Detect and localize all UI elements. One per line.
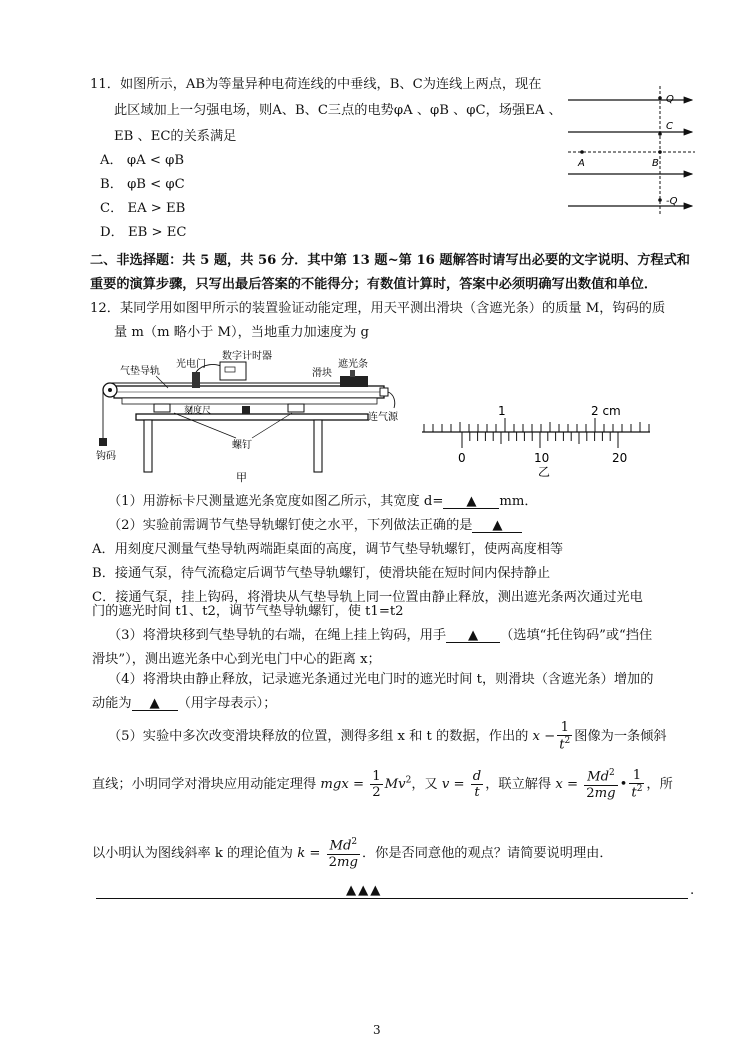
q11-option-d: D． EB > EC: [100, 225, 187, 240]
q11-line1: 11．如图所示，AB为等量异种电荷连线的中垂线，B、C为连线上两点，现在: [90, 77, 542, 92]
point-b: [658, 150, 662, 154]
section2-line1: 二、非选择题：共 5 题，共 56 分．其中第 13 题~第 16 题解答时请写出必要的文字说明、方程式和: [90, 253, 690, 268]
q12-part5-text-c: ，联立解得: [485, 776, 552, 792]
label-a: A: [578, 158, 585, 169]
q12-part4-hint: （用字母表示）；: [177, 696, 277, 711]
shading-strip: [350, 370, 355, 377]
point-c: [658, 132, 662, 136]
label-air: 连气源: [368, 412, 398, 423]
slider: [340, 376, 368, 387]
label-ruler: 刻度尺: [184, 406, 212, 416]
point-a: [580, 150, 584, 154]
q12-part5-text-e: 以小明认为图线斜率 k 的理论值为: [92, 845, 293, 861]
label-screw: 螺钉: [232, 440, 252, 451]
hook-weight: [99, 438, 107, 446]
q12-part3-line2: 滑块”），测出遮光条中心到光电门中心的距离 x；: [92, 652, 381, 667]
answer-blank-hold[interactable]: ▲: [446, 629, 500, 643]
formula-energy-theorem: mgx = $\frac{1}{2}$ Mv$^2$: [320, 768, 412, 800]
q12-part2-text: （2）实验前需调节气垫导轨螺钉使之水平，下列做法正确的是: [108, 518, 473, 533]
ruler: [122, 398, 377, 404]
vernier-label-20: 20: [612, 451, 628, 465]
label-hook: 钩码: [96, 451, 116, 462]
q12-part1-text: （1）用游标卡尺测量遮光条宽度如图乙所示，其宽度 d=: [108, 494, 444, 509]
q12-part4-text: 动能为: [92, 696, 132, 711]
label-neg-q: -Q: [666, 196, 678, 207]
figure-jia-apparatus: [92, 350, 404, 488]
q12-part5-line3: [92, 838, 613, 869]
formula-slope: k = $\frac{Md^2}{2mg}$: [297, 837, 358, 870]
q12-part5-text: （5）实验中多次改变滑块释放的位置，测得多组 x 和 t 的数据，作出的: [108, 728, 529, 744]
q12-part4-line2: [92, 697, 276, 711]
answer-blank-choice[interactable]: ▲: [472, 519, 522, 533]
q12-part5-text-f: ．你是否同意他的观点？请简要说明理由．: [361, 845, 613, 861]
digital-timer: [220, 362, 246, 380]
point-q: [658, 96, 662, 100]
label-gate: 光电门: [176, 359, 206, 370]
figure-yi-vernier: [418, 402, 654, 478]
q12-part5-text-b: ，又: [411, 776, 438, 792]
q12-option-b: B．接通气泵，待气流稳定后调节气垫导轨螺钉，使滑块能在短时间内保持静止: [92, 566, 551, 581]
formula-velocity: v = $\frac{d}{t}$: [441, 768, 482, 800]
photo-gate: [192, 372, 200, 388]
main-label-1: 1: [498, 404, 506, 418]
q12-part2: [108, 519, 522, 533]
answer-blank-energy[interactable]: ▲: [132, 697, 178, 711]
q12-part3: [108, 629, 652, 643]
label-strip: 遮光条: [338, 359, 368, 370]
q12-part1: [108, 495, 538, 509]
q12-line1: 12．某同学用如图甲所示的装置验证动能定理，用天平测出滑块（含遮光条）的质量 M，钩码的质: [90, 301, 666, 316]
answer-blank-reason: ▲▲▲: [346, 883, 383, 898]
point-neg-q: [658, 198, 662, 202]
q11-option-a: A． φA < φB: [100, 153, 185, 168]
page-number: 3: [373, 1023, 381, 1037]
q11-line2: 此区域加上一匀强电场，则A、B、C三点的电势φA 、φB 、φC，场强EA 、: [114, 103, 562, 118]
q12-line2: 量 m（m 略小于 M），当地重力加速度为 g: [114, 325, 369, 340]
vernier-label-0: 0: [458, 451, 466, 465]
q12-option-a: A．用刻度尺测量气垫导轨两端距桌面的高度，调节气垫导轨螺钉，使两高度相等: [92, 542, 564, 557]
caption-yi: 乙: [538, 465, 551, 478]
answer-line[interactable]: [96, 882, 688, 899]
q11-field-figure: [560, 78, 700, 220]
answer-blank-d[interactable]: ▲: [443, 495, 499, 509]
q12-part3-hint: （选填“托住钩码”或“挡住: [500, 628, 653, 643]
q12-part3-text: （3）将滑块移到气垫导轨的右端，在绳上挂上钩码，用手: [108, 628, 447, 643]
q12-part5-text-after: 图像为一条倾斜: [574, 728, 667, 744]
q11-option-b: B． φB < φC: [100, 177, 185, 192]
label-c: C: [666, 121, 673, 132]
q12-part5-text-a: 直线；小明同学对滑块应用动能定理得: [92, 776, 317, 792]
q12-part5-text-d: ，所: [646, 776, 673, 792]
graph-axes-expression: x − $\frac{1}{t^2}$: [532, 720, 571, 753]
label-slider: 滑块: [312, 368, 332, 379]
label-q: Q: [666, 94, 674, 105]
q12-option-c-line1: C．接通气泵，挂上钩码，将滑块从气垫导轨上同一位置由静止释放，测出遮光条两次通过光电: [92, 590, 643, 605]
q12-part1-unit: mm．: [499, 494, 538, 509]
q11-option-c: C． EA > EB: [100, 201, 186, 216]
q12-part4-line1: （4）将滑块由静止释放，记录遮光条通过光电门时的遮光时间 t，则滑块（含遮光条）增加的: [108, 672, 654, 687]
q12-option-c-line2: 门的遮光时间 t1、t2，调节气垫导轨螺钉，使 t1=t2: [92, 604, 404, 619]
main-scale-ticks: [424, 418, 649, 432]
label-b: B: [652, 158, 659, 169]
section2-line2: 重要的演算步骤，只写出最后答案的不能得分；有数值计算时，答案中必须明确写出数值和单位．: [90, 277, 658, 292]
answer-line-end: .: [690, 883, 695, 898]
formula-x: x = $\frac{Md^2}{2mg}$ • $\frac{1}{t^2}$: [555, 768, 643, 801]
label-timer: 数字计时器: [222, 351, 272, 362]
vernier-label-10: 10: [534, 451, 550, 465]
label-guide: 气垫导轨: [120, 366, 160, 377]
q12-part5-line2: [92, 769, 673, 800]
vernier-scale-ticks: [462, 432, 618, 448]
q12-part5-line1: [108, 721, 667, 752]
main-label-2cm: 2 cm: [591, 404, 621, 418]
table-top: [136, 414, 368, 420]
q11-line3: EB 、EC的关系满足: [114, 129, 237, 144]
caption-jia: 甲: [236, 471, 247, 484]
